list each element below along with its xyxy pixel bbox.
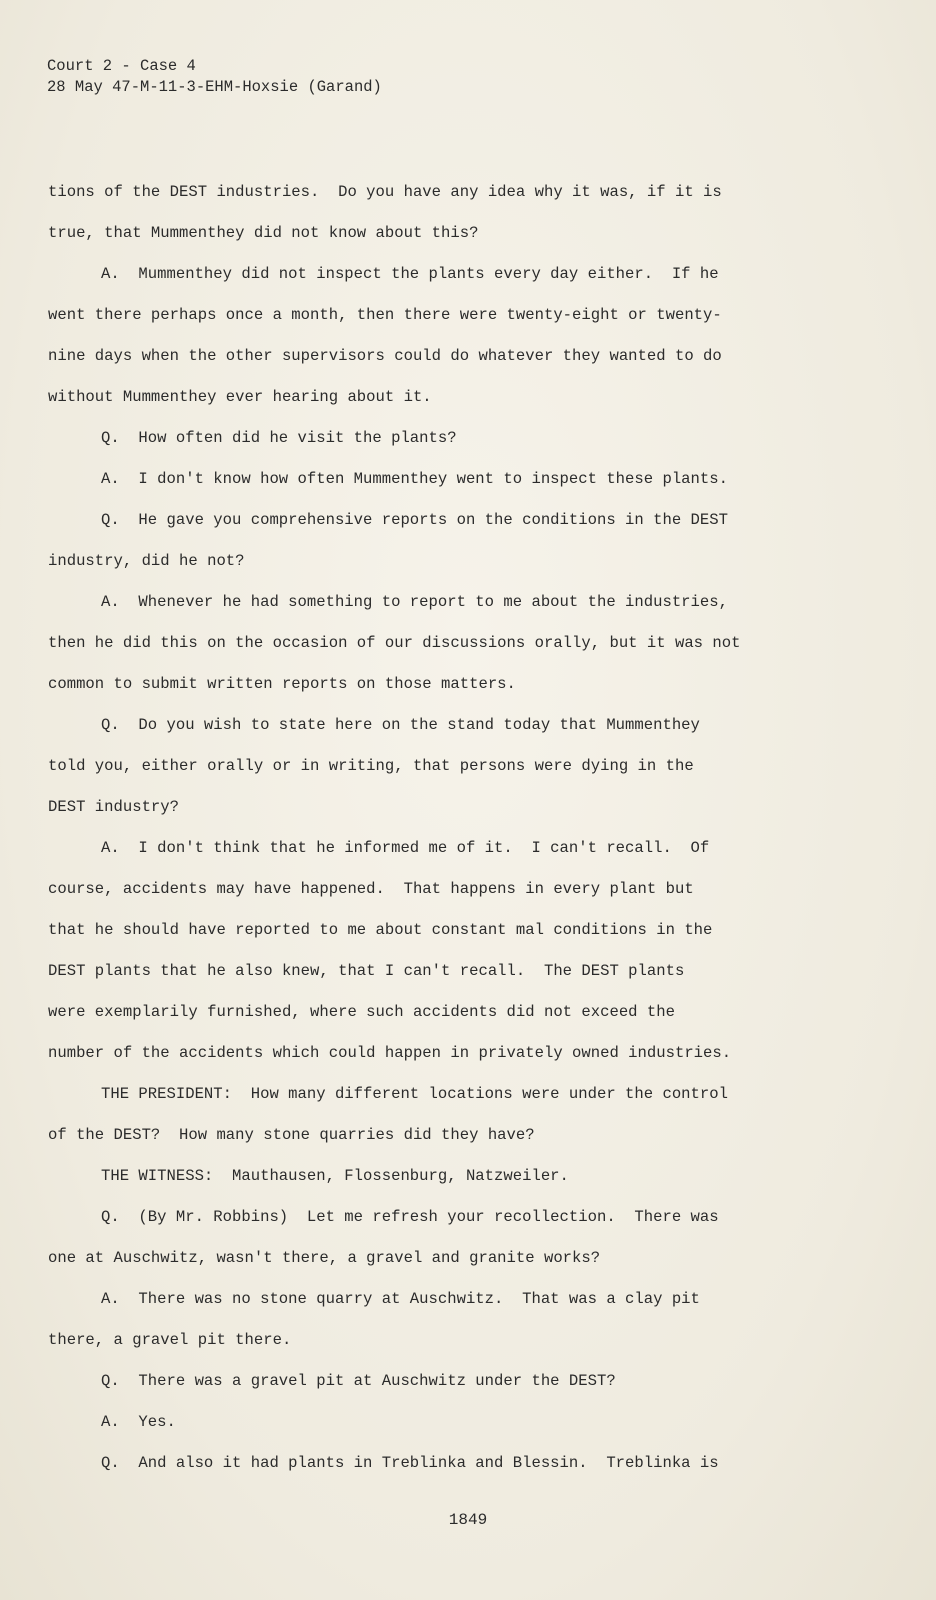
transcript-body: [48, 172, 848, 1484]
transcript-line: tions of the DEST industries. Do you have any idea why it was, if it is: [48, 183, 722, 201]
transcript-line: Q. How often did he visit the plants?: [101, 429, 457, 447]
transcript-line: without Mummenthey ever hearing about it.: [48, 388, 432, 406]
transcript-line: THE WITNESS: Mauthausen, Flossenburg, Natzweiler.: [101, 1167, 569, 1185]
transcript-line: nine days when the other supervisors could do whatever they wanted to do: [48, 347, 722, 365]
transcript-line: Q. (By Mr. Robbins) Let me refresh your recollection. There was: [101, 1208, 719, 1226]
transcript-line: A. There was no stone quarry at Auschwitz. That was a clay pit: [101, 1290, 700, 1308]
transcript-line: THE PRESIDENT: How many different locations were under the control: [101, 1085, 728, 1103]
transcript-line: told you, either orally or in writing, that persons were dying in the: [48, 757, 694, 775]
transcript-line: one at Auschwitz, wasn't there, a gravel and granite works?: [48, 1249, 601, 1267]
transcript-line: A. I don't know how often Mummenthey went to inspect these plants.: [101, 470, 728, 488]
transcript-line: there, a gravel pit there.: [48, 1331, 292, 1349]
page-number: 1849: [448, 1511, 488, 1529]
transcript-line: Q. He gave you comprehensive reports on the conditions in the DEST: [101, 511, 728, 529]
transcript-line: A. I don't think that he informed me of it. I can't recall. Of: [101, 839, 710, 857]
header-court-case: Court 2 - Case 4: [47, 57, 196, 75]
transcript-line: true, that Mummenthey did not know about this?: [48, 224, 479, 242]
transcript-line: went there perhaps once a month, then there were twenty-eight or twenty-: [48, 306, 722, 324]
transcript-line: A. Yes.: [101, 1413, 176, 1431]
header-date-reference: 28 May 47-M-11-3-EHM-Hoxsie (Garand): [47, 78, 382, 96]
transcript-line: that he should have reported to me about constant mal conditions in the: [48, 921, 713, 939]
transcript-line: A. Whenever he had something to report to me about the industries,: [101, 593, 728, 611]
transcript-line: of the DEST? How many stone quarries did they have?: [48, 1126, 535, 1144]
transcript-line: Q. There was a gravel pit at Auschwitz under the DEST?: [101, 1372, 616, 1390]
transcript-line: DEST industry?: [48, 798, 180, 816]
document-header: [47, 56, 382, 98]
transcript-line: Q. And also it had plants in Treblinka and Blessin. Treblinka is: [101, 1454, 719, 1472]
transcript-line: number of the accidents which could happen in privately owned industries.: [48, 1044, 732, 1062]
transcript-line: DEST plants that he also knew, that I can't recall. The DEST plants: [48, 962, 685, 980]
transcript-line: A. Mummenthey did not inspect the plants every day either. If he: [101, 265, 719, 283]
transcript-line: industry, did he not?: [48, 552, 245, 570]
transcript-line: common to submit written reports on those matters.: [48, 675, 516, 693]
transcript-line: course, accidents may have happened. That happens in every plant but: [48, 880, 694, 898]
transcript-line: Q. Do you wish to state here on the stand today that Mummenthey: [101, 716, 700, 734]
transcript-line: then he did this on the occasion of our discussions orally, but it was not: [48, 634, 741, 652]
transcript-line: were exemplarily furnished, where such accidents did not exceed the: [48, 1003, 675, 1021]
